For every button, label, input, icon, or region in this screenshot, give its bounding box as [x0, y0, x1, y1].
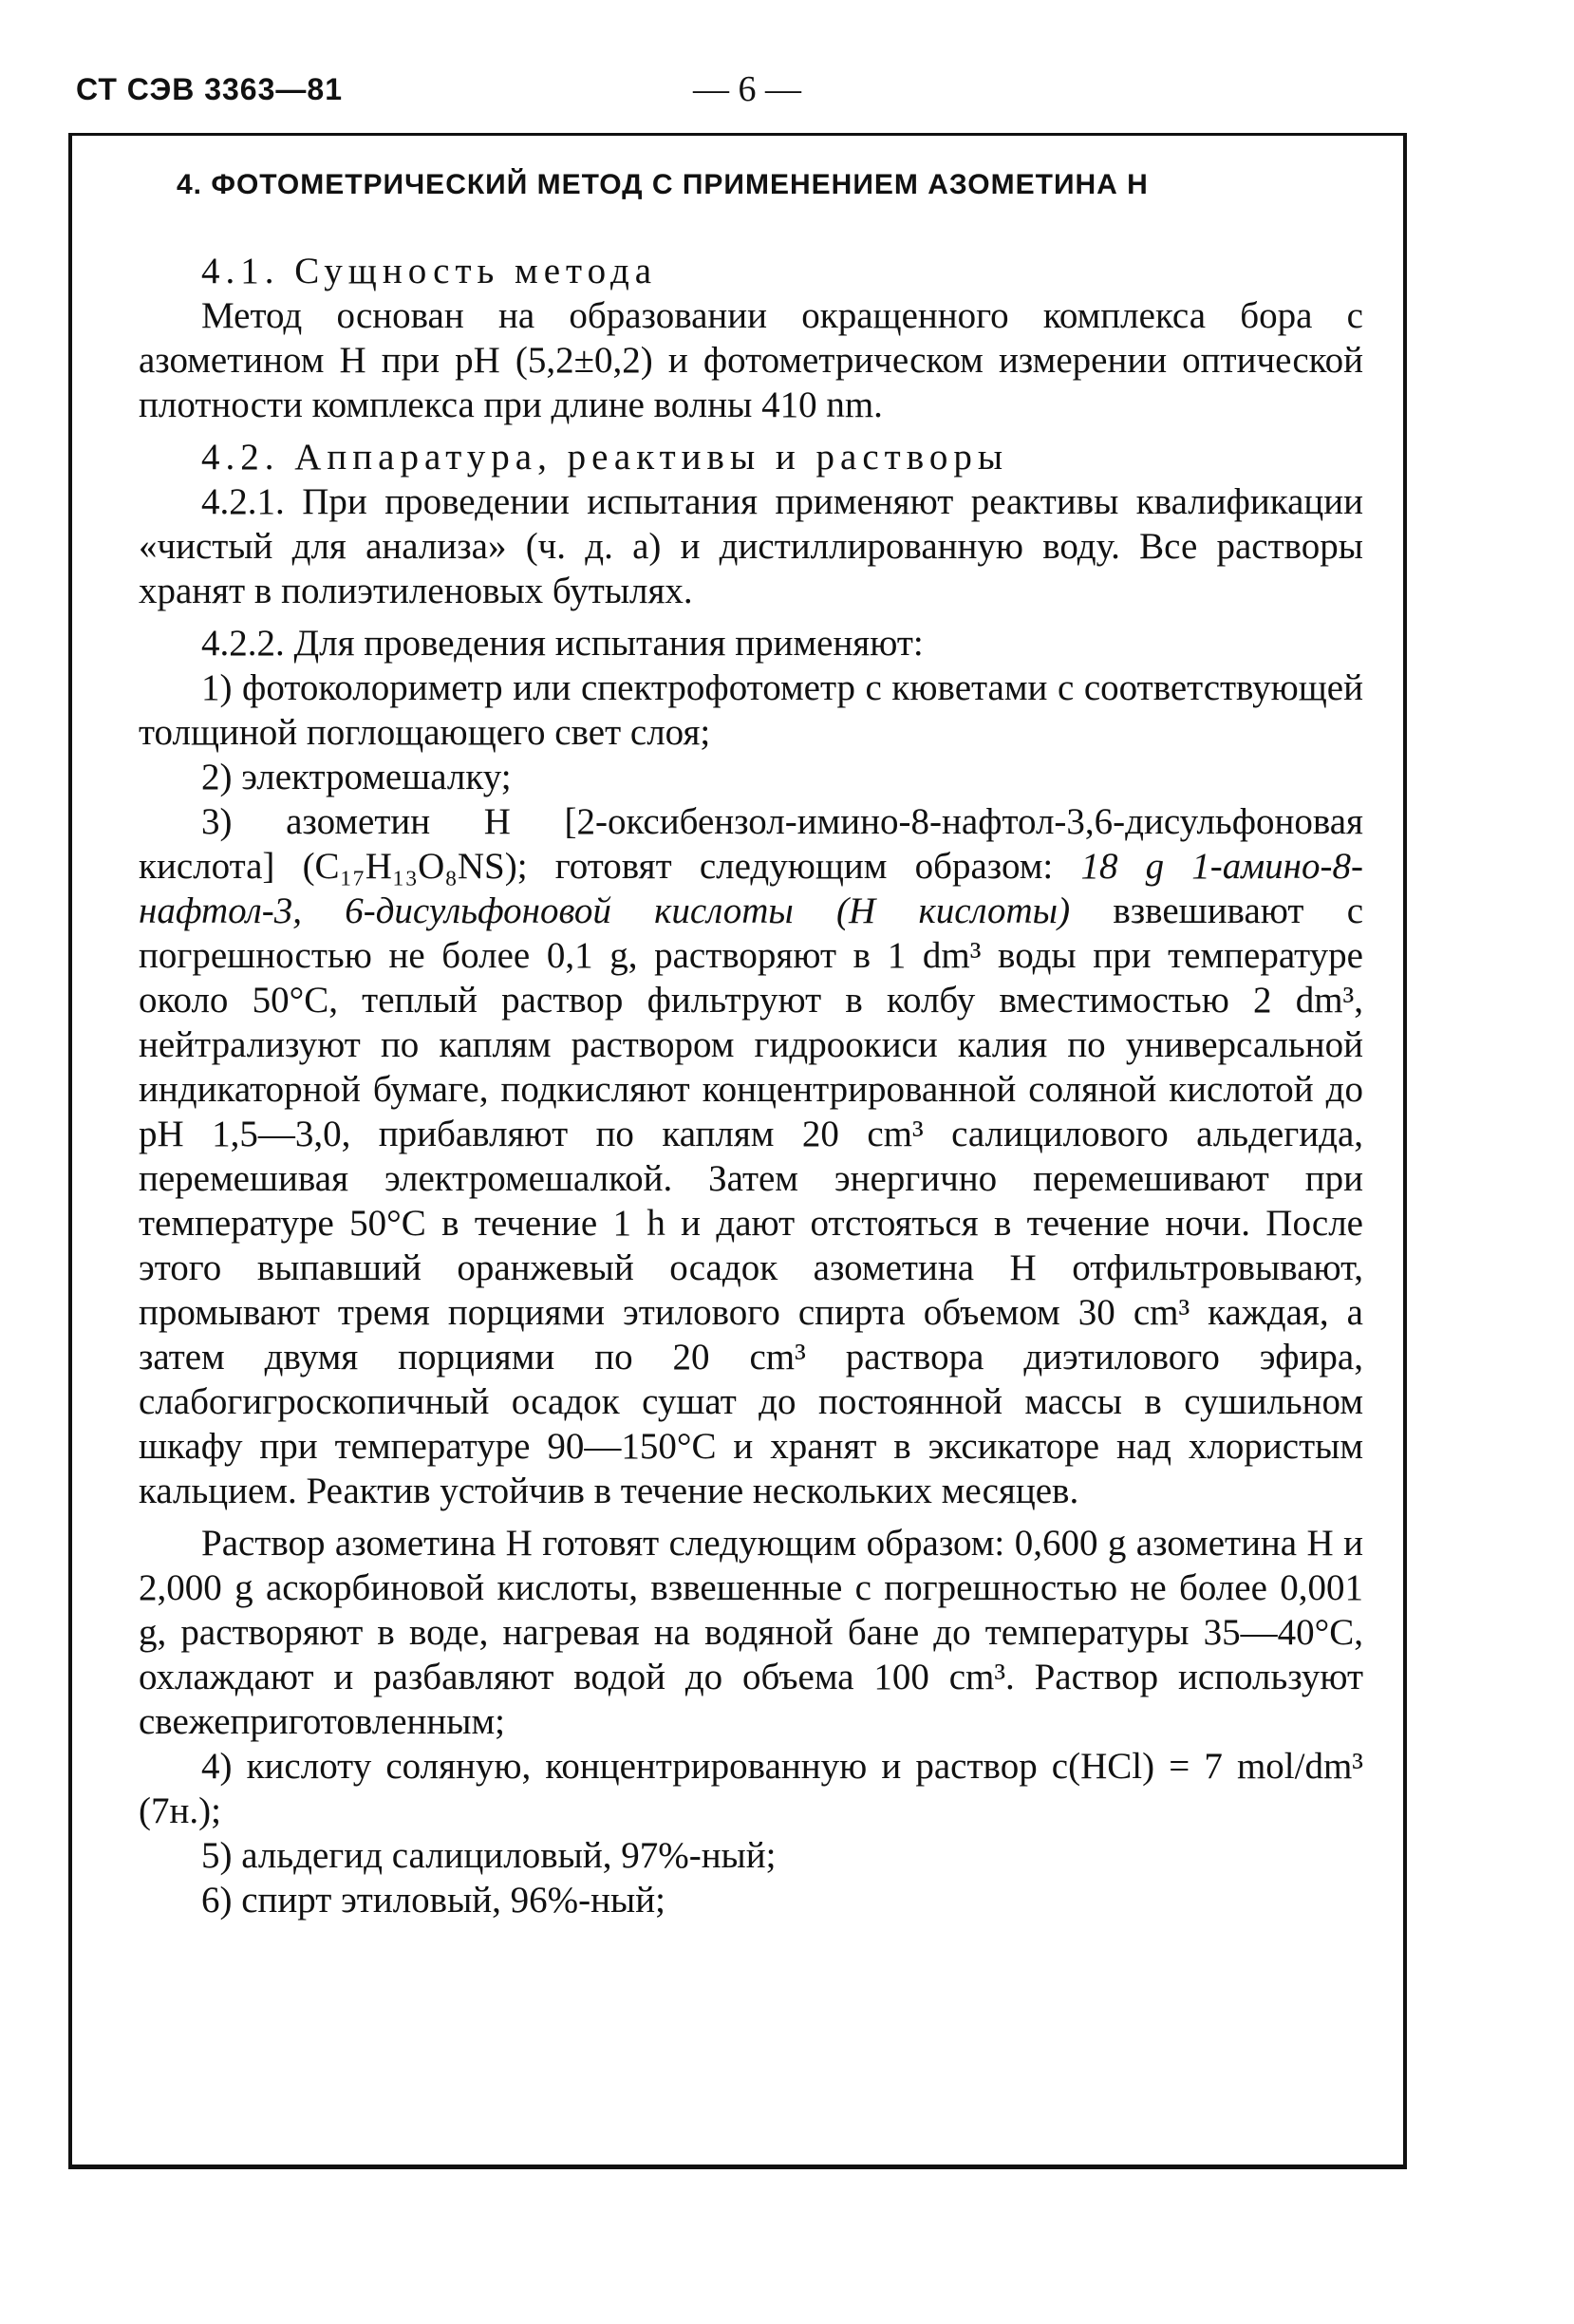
paragraph-solution: Раствор азометина Н готовят следующим образом: 0,600 g азометина Н и 2,000 g аскорбиновой кислоты, взвешенные с погрешностью не более 0,001 g, растворяют в воде, нагревая на водяной бане до температуры 35—40°С, охлаждают и разбавляют водой до объема 100 cm³. Раствор используют свежеприготовленным;: [139, 1523, 1363, 1742]
section-title: 4. ФОТОМЕТРИЧЕСКИЙ МЕТОД С ПРИМЕНЕНИЕМ АЗОМЕТИНА Н: [177, 169, 1149, 200]
list-item-2: 2) электромешалку;: [201, 757, 512, 797]
list-item-3-italic: 18 g 1-амино-8-нафтол-3, 6-дисульфоновой кислоты (Н кислоты): [139, 846, 1364, 931]
page-number: — 6 —: [693, 69, 801, 109]
subsection-4-2-title: 4.2. Аппаратура, реактивы и растворы: [201, 437, 1009, 478]
list-item-6: 6) спирт этиловый, 96%-ный;: [201, 1880, 665, 1921]
page-header: [76, 69, 1424, 129]
bottom-rule: [68, 2165, 1407, 2169]
list-item-3-body: взвешивают с погрешностью не более 0,1 g, растворяют в 1 dm³ воды при температуре около 50°С, теплый раствор фильтруют в колбу вместимостью 2 dm³, нейтрализуют по каплям раствором гидроокиси калия по универсальной индикаторной бумаге, подкисляют концентрированной соляной кислотой до рН 1,5—3,0, прибавляют по каплям 20 cm³ салицилового альдегида, перемешивая электромешалкой. Затем энергично перемешивают при температуре 50°С в течение 1 h и дают отстояться в течение ночи. После этого выпавший оранжевый осадок азометина Н отфильтровывают, промывают тремя порциями этилового спирта объемом 30 cm³ каждая, а затем двумя порциями по 20 cm³ раствора диэтилового эфира, слабогигроскопичный осадок сушат до постоянной массы в сушильном шкафу при температуре 90—150°С и хранят в эксикаторе над хлористым кальцием. Реактив устойчив в течение нескольких месяцев.: [139, 890, 1364, 1511]
list-item-5: 5) альдегид салициловый, 97%-ный;: [201, 1835, 777, 1876]
document-body: [139, 169, 1363, 1922]
list-item-4: 4) кислоту соляную, концентрированную и раствор c(HCl) = 7 mol/dm³ (7н.);: [139, 1746, 1363, 1831]
list-item-3: [139, 799, 1363, 1513]
list-item-1: 1) фотоколориметр или спектрофотометр с кюветами с соответствующей толщиной поглощающего свет слоя;: [139, 667, 1363, 753]
list-item-3-intro: 3) азометин Н [2-оксибензол-имино-8-нафтол-3,6-дисульфоновая кислота] (C₁₇H₁₃O₈NS); готовят следующим образом:: [139, 801, 1363, 887]
standard-code: СТ СЭВ 3363—81: [76, 72, 343, 106]
subsection-4-1-title: 4.1. Сущность метода: [201, 251, 658, 291]
paragraph-4-2-2: 4.2.2. Для проведения испытания применяют:: [201, 623, 924, 664]
paragraph-4-2-1: 4.2.1. При проведении испытания применяют реактивы квалификации «чистый для анализа» (ч. д. а) и дистиллированную воду. Все растворы хранят в полиэтиленовых бутылях.: [139, 481, 1363, 611]
paragraph-4-1: Метод основан на образовании окращенного комплекса бора с азометином Н при рН (5,2±0,2) и фотометрическом измерении оптической плотности комплекса при длине волны 410 nm.: [139, 295, 1363, 425]
